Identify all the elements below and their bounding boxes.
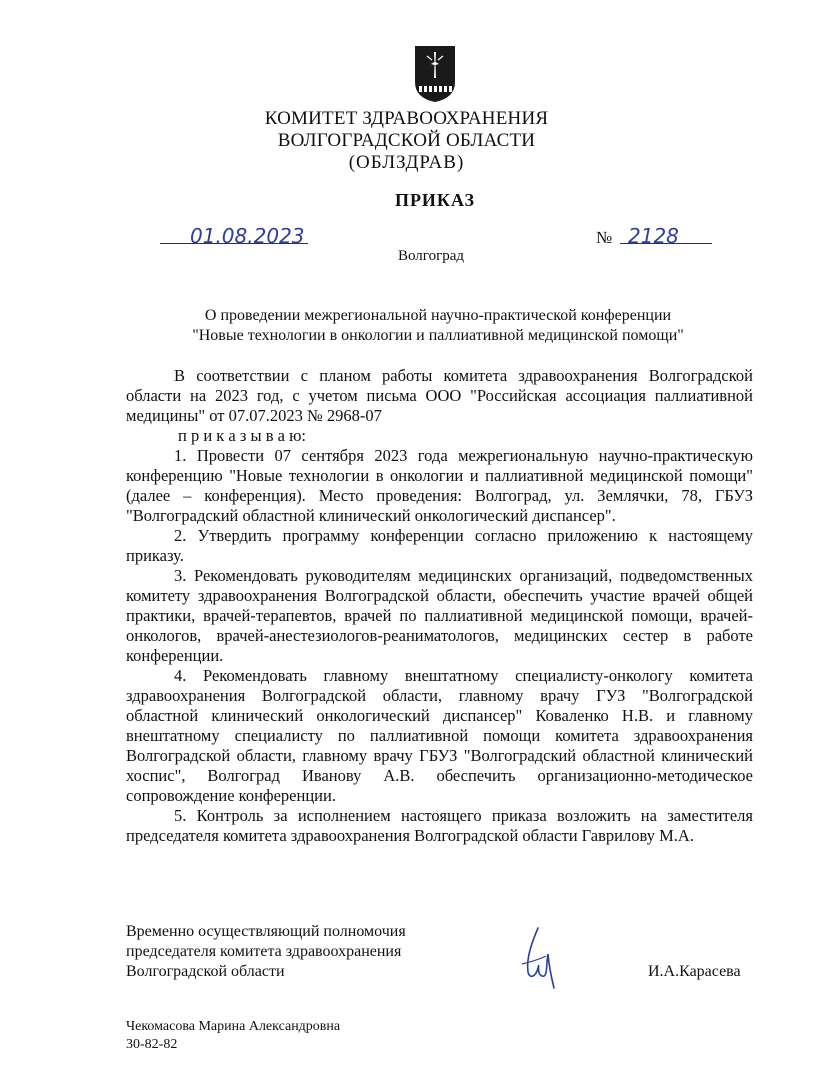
order-item-1: 1. Провести 07 сентября 2023 года межрегиональную научно-практическую конференцию "Новые технологии в онкологии и паллиативной медицинской помощи" (далее – конференция). Место проведения: Волгоград, ул. Землячки, 78, ГБУЗ "Волгоградский областной клинический онкологический диспансер". [126, 446, 753, 525]
body-intro: В соответствии с планом работы комитета здравоохранения Волгоградской области на 2023 год, с учетом письма ООО "Российская ассоциация паллиативной медицины" от 07.07.2023 № 2968-07 [126, 366, 753, 425]
signer-name: И.А.Карасева [648, 963, 741, 980]
org-name-line3: (ОБЛЗДРАВ) [348, 152, 465, 173]
handwritten-signature [508, 924, 568, 999]
subject-line1: О проведении межрегиональной научно-практической конференции [204, 307, 672, 324]
signer-position-line2: председателя комитета здравоохранения [126, 943, 402, 960]
order-number-label: № [596, 228, 613, 247]
date-underline [160, 243, 308, 244]
decree-word: п р и к а з ы в а ю: [178, 426, 307, 445]
number-underline [620, 243, 712, 244]
order-title: ПРИКАЗ [394, 190, 476, 210]
subject-line2: "Новые технологии в онкологии и паллиативной медицинской помощи" [192, 327, 684, 344]
order-number: 2128 [628, 224, 679, 248]
executor-name: Чекомасова Марина Александровна [126, 1019, 341, 1034]
executor-phone: 30-82-82 [126, 1037, 178, 1052]
signer-position-line3: Волгоградской области [126, 963, 285, 980]
org-name-line2: ВОЛГОГРАДСКОЙ ОБЛАСТИ [277, 130, 536, 151]
org-name-line1: КОМИТЕТ ЗДРАВООХРАНЕНИЯ [264, 108, 549, 129]
order-body [126, 366, 753, 846]
order-item-5: 5. Контроль за исполнением настоящего приказа возложить на заместителя председателя комитета здравоохранения Волгоградской области Гаврилову М.А. [126, 806, 753, 845]
volgograd-region-emblem-icon [413, 44, 457, 104]
order-item-3: 3. Рекомендовать руководителям медицинских организаций, подведомственных комитету здравоохранения Волгоградской области, обеспечить участие врачей общей практики, врачей-терапевтов, врачей по паллиативной медицинской помощи, врачей-онкологов, врачей-анестезиологов-реаниматологов, медицинских сестер в работе конференции. [126, 566, 753, 665]
order-city: Волгоград [398, 248, 465, 264]
order-item-4: 4. Рекомендовать главному внештатному специалисту-онкологу комитета здравоохранения Волгоградской области, главному врачу ГУЗ "Волгоградской областной клинический онкологический диспансер" Коваленко Н.В. и главному внештатному специалисту по паллиативной помощи комитета здравоохранения Волгоградской области, главному врачу ГБУЗ "Волгоградский областной клинический хоспис", Волгоград Иванову А.В. обеспечить организационно-методическое сопровождение конференции. [126, 666, 753, 805]
signer-position-line1: Временно осуществляющий полномочия [126, 923, 406, 940]
order-item-2: 2. Утвердить программу конференции согласно приложению к настоящему приказу. [126, 526, 753, 565]
order-date: 01.08.2023 [190, 224, 305, 248]
